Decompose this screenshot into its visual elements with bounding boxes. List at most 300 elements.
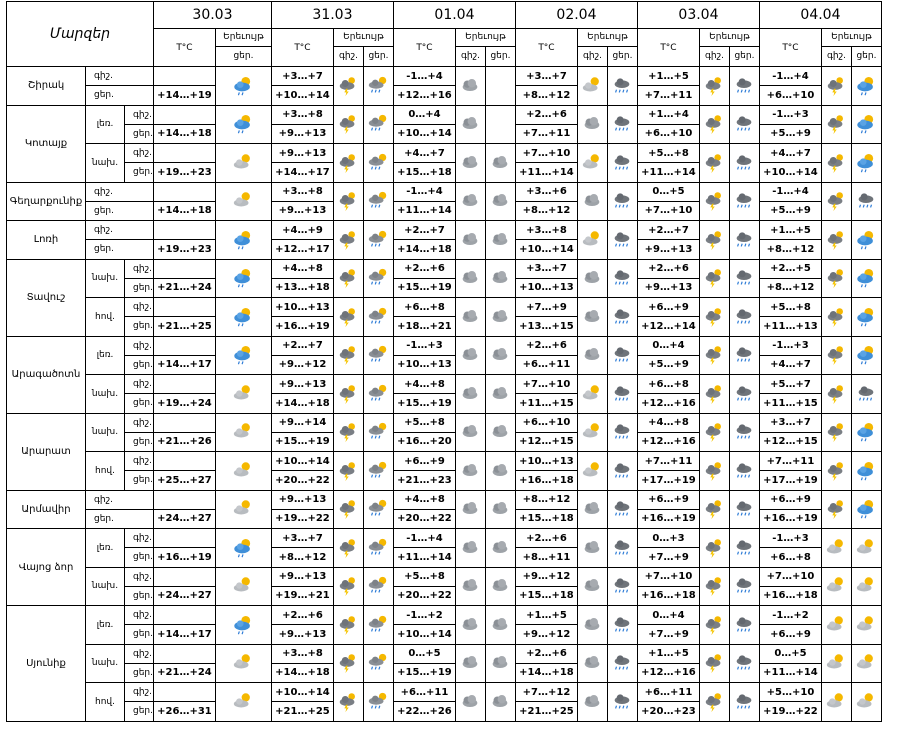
temperature-cell: +2…+6	[515, 336, 577, 355]
temperature-cell: +19…+21	[271, 586, 333, 605]
sun-cloud-icon	[577, 67, 607, 106]
sun-rain-icon	[851, 298, 881, 337]
time-label: ցեր.	[125, 625, 154, 644]
table-row	[7, 67, 882, 86]
temperature-cell: 0…+4	[393, 105, 455, 124]
storm-cloud-icon	[821, 413, 851, 452]
regions-header: Մարզեր	[7, 2, 154, 67]
rain-cloud-icon	[607, 182, 637, 221]
temperature-cell: +9…+13	[271, 625, 333, 644]
temp-col-header: T°C	[637, 29, 699, 67]
temperature-cell: +3…+8	[515, 221, 577, 240]
temperature-cell: +13…+18	[271, 278, 333, 297]
temperature-cell: +14…+18	[153, 201, 215, 220]
temperature-cell: +11…+14	[637, 163, 699, 182]
rain-cloud-icon	[729, 567, 759, 606]
rain-cloud-icon	[607, 490, 637, 529]
rain-cloud-icon	[607, 259, 637, 298]
night-label: գիշ.	[334, 47, 364, 66]
sun-rain-icon	[215, 221, 271, 260]
temperature-cell: +16…+20	[393, 432, 455, 451]
rain-cloud-icon	[607, 67, 637, 106]
temperature-cell: +6…+11	[515, 355, 577, 374]
time-label: ցեր.	[125, 471, 154, 490]
time-label: գիշ.	[125, 644, 154, 663]
temperature-cell: +14…+17	[271, 163, 333, 182]
temperature-cell: +7…+11	[515, 124, 577, 143]
temperature-cell: +19…+22	[759, 702, 821, 721]
temperature-cell: +3…+7	[271, 529, 333, 548]
rain-sun-icon	[363, 683, 393, 722]
subregion-label: նախ.	[86, 375, 125, 414]
temperature-cell: +5…+8	[637, 144, 699, 163]
cloud-icon	[455, 182, 485, 221]
storm-cloud-icon	[333, 567, 363, 606]
subregion-label: հով.	[86, 298, 125, 337]
temperature-cell: +11…+14	[759, 663, 821, 682]
temperature-cell: +15…+19	[393, 663, 455, 682]
temperature-cell: +3…+8	[271, 182, 333, 201]
cloud-icon	[485, 452, 515, 491]
table-row	[7, 644, 882, 663]
temperature-cell: +15…+18	[515, 509, 577, 528]
storm-cloud-icon	[333, 490, 363, 529]
temperature-cell: +16…+19	[153, 548, 215, 567]
temperature-cell: +10…+14	[271, 683, 333, 702]
cloud-icon	[485, 683, 515, 722]
rain-sun-icon	[363, 375, 393, 414]
rain-sun-icon	[363, 490, 393, 529]
storm-cloud-icon	[699, 375, 729, 414]
temperature-cell: +21…+24	[153, 278, 215, 297]
forecast-table-wrap	[6, 1, 882, 722]
temperature-cell: +2…+6	[637, 259, 699, 278]
sun-cloud-icon	[577, 375, 607, 414]
rain-sun-icon	[363, 298, 393, 337]
day-label: ցեր.	[734, 51, 755, 61]
temperature-cell	[153, 221, 215, 240]
temperature-cell: 0…+5	[637, 182, 699, 201]
temperature-cell: +16…+18	[515, 471, 577, 490]
cloud-icon	[455, 644, 485, 683]
temp-col-header: T°C	[393, 29, 455, 67]
rain-sun-icon	[363, 105, 393, 144]
table-row	[7, 105, 882, 124]
rain-sun-icon	[363, 567, 393, 606]
storm-cloud-icon	[699, 259, 729, 298]
storm-cloud-icon	[699, 144, 729, 183]
temperature-cell: +14…+18	[393, 240, 455, 259]
temperature-cell: 0…+5	[393, 644, 455, 663]
rain-cloud-icon	[729, 606, 759, 645]
temperature-cell: +9…+13	[637, 278, 699, 297]
storm-cloud-icon	[333, 644, 363, 683]
temperature-cell: +14…+18	[515, 663, 577, 682]
table-row	[7, 606, 882, 625]
temperature-cell: +10…+14	[759, 163, 821, 182]
temperature-cell	[153, 529, 215, 548]
time-label: գիշ.	[125, 375, 154, 394]
temperature-cell: +12…+15	[759, 432, 821, 451]
temperature-cell: +11…+14	[515, 163, 577, 182]
temperature-cell: 0…+5	[759, 644, 821, 663]
sun-cloud-icon	[851, 683, 881, 722]
date-header: 03.04	[637, 2, 759, 29]
time-label: գիշ.	[86, 221, 154, 240]
region-name: Արագածոտն	[7, 336, 86, 413]
temperature-cell: +2…+7	[271, 336, 333, 355]
temperature-cell: -1…+4	[393, 67, 455, 86]
temperature-cell: +12…+17	[271, 240, 333, 259]
phenomenon-label: Երեւույթ	[216, 29, 271, 47]
temperature-cell: +2…+6	[393, 259, 455, 278]
temperature-cell: +6…+9	[637, 490, 699, 509]
cloud-icon	[485, 182, 515, 221]
table-row	[7, 375, 882, 394]
temperature-cell	[153, 105, 215, 124]
table-row	[7, 529, 882, 548]
subregion-label: նախ.	[86, 259, 125, 298]
rain-cloud-icon	[729, 375, 759, 414]
rain-cloud-icon	[851, 182, 881, 221]
temperature-cell: +9…+13	[271, 201, 333, 220]
region-name: Լոռի	[7, 221, 86, 260]
temperature-cell: +3…+6	[515, 182, 577, 201]
temperature-cell: -1…+3	[759, 529, 821, 548]
time-label: ցեր.	[125, 355, 154, 374]
storm-cloud-icon	[333, 105, 363, 144]
phenomenon-label: Երեւույթ	[456, 29, 515, 47]
rain-cloud-icon	[729, 182, 759, 221]
storm-cloud-icon	[821, 144, 851, 183]
sun-rain-icon	[215, 606, 271, 645]
temperature-cell: +7…+10	[637, 567, 699, 586]
temperature-cell: +6…+9	[637, 298, 699, 317]
date-header: 02.04	[515, 2, 637, 29]
region-name: Կոտայք	[7, 105, 86, 182]
cloud-icon	[485, 490, 515, 529]
time-label: գիշ.	[125, 105, 154, 124]
temperature-cell: +7…+11	[637, 86, 699, 105]
table-row	[7, 452, 882, 471]
temperature-cell: +14…+18	[271, 663, 333, 682]
rain-cloud-icon	[729, 644, 759, 683]
subregion-label: լեռ.	[86, 105, 125, 144]
sun-rain-icon	[851, 221, 881, 260]
time-label: ցեր.	[86, 509, 154, 528]
temperature-cell: +5…+7	[759, 375, 821, 394]
phenomenon-col-header	[577, 29, 637, 67]
temperature-cell: +26…+31	[153, 702, 215, 721]
sun-cloud-icon	[577, 221, 607, 260]
storm-cloud-icon	[333, 298, 363, 337]
storm-cloud-icon	[821, 336, 851, 375]
storm-cloud-icon	[699, 490, 729, 529]
sun-cloud-icon	[851, 529, 881, 568]
temperature-cell: +9…+12	[515, 567, 577, 586]
phenomenon-col-header	[699, 29, 759, 67]
temperature-cell: +7…+10	[515, 144, 577, 163]
temperature-cell: -1…+2	[393, 606, 455, 625]
sun-rain-icon	[851, 144, 881, 183]
temperature-cell: +12…+14	[637, 317, 699, 336]
table-row	[7, 567, 882, 586]
storm-cloud-icon	[821, 105, 851, 144]
storm-cloud-icon	[699, 105, 729, 144]
time-label: ցեր.	[125, 278, 154, 297]
subregion-label: նախ.	[86, 144, 125, 183]
night-label: գիշ.	[700, 47, 730, 66]
temperature-cell	[153, 375, 215, 394]
region-name: Սյունիք	[7, 606, 86, 722]
sun-rain-icon	[851, 490, 881, 529]
cloud-rain-icon	[485, 105, 515, 144]
sun-cloud-icon	[577, 144, 607, 183]
forecast-table	[6, 1, 882, 722]
region-name: Տավուշ	[7, 259, 86, 336]
temperature-cell: +11…+15	[759, 394, 821, 413]
temperature-cell: +5…+10	[759, 683, 821, 702]
storm-cloud-icon	[699, 221, 729, 260]
table-row	[7, 298, 882, 317]
sun-cloud-icon	[821, 529, 851, 568]
temperature-cell: -1…+3	[759, 336, 821, 355]
cloud-icon	[455, 567, 485, 606]
temperature-cell: +3…+7	[759, 413, 821, 432]
temperature-cell	[153, 144, 215, 163]
temperature-cell: +10…+13	[515, 452, 577, 471]
sun-cloud-icon	[215, 567, 271, 606]
cloud-icon	[485, 567, 515, 606]
temperature-cell: +5…+8	[393, 413, 455, 432]
date-header: 01.04	[393, 2, 515, 29]
storm-cloud-icon	[821, 221, 851, 260]
temperature-cell: +6…+10	[759, 86, 821, 105]
temperature-cell: +17…+19	[637, 471, 699, 490]
cloud-icon	[455, 336, 485, 375]
rain-cloud-icon	[607, 567, 637, 606]
temp-col-header: T°C	[515, 29, 577, 67]
cloud-icon	[455, 606, 485, 645]
subregion-label: նախ.	[86, 413, 125, 452]
sun-cloud-icon	[821, 644, 851, 683]
temperature-cell: +19…+24	[153, 394, 215, 413]
temperature-cell: +5…+9	[637, 355, 699, 374]
cloud-icon	[455, 375, 485, 414]
sun-rain-icon	[851, 452, 881, 491]
temperature-cell: +4…+7	[759, 355, 821, 374]
date-header: 30.03	[153, 2, 271, 29]
rain-cloud-icon	[607, 644, 637, 683]
temperature-cell: -1…+3	[393, 336, 455, 355]
storm-cloud-icon	[333, 336, 363, 375]
sun-cloud-icon	[215, 452, 271, 491]
sun-cloud-icon	[577, 452, 607, 491]
temperature-cell: +6…+9	[393, 452, 455, 471]
temperature-cell: +5…+8	[759, 298, 821, 317]
time-label: ցեր.	[125, 394, 154, 413]
temperature-cell: +7…+12	[515, 683, 577, 702]
storm-cloud-icon	[821, 182, 851, 221]
phenomenon-col-header	[215, 29, 271, 67]
phenomenon-label: Երեւույթ	[822, 29, 881, 47]
day-label: ցեր.	[368, 51, 389, 61]
cloud-icon	[455, 105, 485, 144]
storm-cloud-icon	[333, 259, 363, 298]
phenomenon-col-header	[821, 29, 881, 67]
sun-cloud-icon	[215, 644, 271, 683]
storm-cloud-icon	[699, 606, 729, 645]
sun-rain-icon	[215, 259, 271, 298]
temperature-cell: +2…+7	[637, 221, 699, 240]
temperature-cell: +3…+7	[515, 259, 577, 278]
rain-sun-icon	[363, 644, 393, 683]
time-label: ցեր.	[125, 317, 154, 336]
rain-cloud-icon	[607, 105, 637, 144]
temperature-cell	[153, 259, 215, 278]
temperature-cell: +6…+10	[637, 124, 699, 143]
temperature-cell: +15…+19	[393, 394, 455, 413]
region-name: Արարատ	[7, 413, 86, 490]
temperature-cell: +12…+15	[515, 432, 577, 451]
storm-cloud-icon	[699, 452, 729, 491]
time-label: գիշ.	[125, 567, 154, 586]
cloud-icon	[577, 606, 607, 645]
temperature-cell: +1…+4	[637, 105, 699, 124]
temperature-cell: +4…+8	[393, 490, 455, 509]
region-name: Արմավիր	[7, 490, 86, 529]
rain-cloud-icon	[729, 105, 759, 144]
phenomenon-col-header	[455, 29, 515, 67]
storm-cloud-icon	[699, 336, 729, 375]
temperature-cell: +6…+10	[515, 413, 577, 432]
rain-cloud-icon	[729, 683, 759, 722]
temperature-cell: +9…+13	[271, 490, 333, 509]
temperature-cell: +11…+14	[393, 548, 455, 567]
storm-cloud-icon	[333, 221, 363, 260]
cloud-icon	[455, 259, 485, 298]
cloud-icon	[485, 606, 515, 645]
table-row	[7, 182, 882, 201]
temperature-cell: +19…+23	[153, 163, 215, 182]
temperature-cell: +9…+13	[271, 567, 333, 586]
rain-cloud-icon	[607, 375, 637, 414]
rain-cloud-icon	[607, 413, 637, 452]
day-label: ցեր.	[233, 51, 254, 61]
temperature-cell: +9…+13	[637, 240, 699, 259]
temperature-cell: +4…+9	[271, 221, 333, 240]
temperature-cell: +21…+23	[393, 471, 455, 490]
time-label: ցեր.	[125, 586, 154, 605]
subregion-label: լեռ.	[86, 606, 125, 645]
sun-cloud-icon	[821, 683, 851, 722]
cloud-rain-icon	[485, 67, 515, 106]
temperature-cell: +7…+10	[637, 201, 699, 220]
rain-sun-icon	[363, 413, 393, 452]
temperature-cell: +12…+16	[393, 86, 455, 105]
rain-sun-icon	[363, 182, 393, 221]
storm-cloud-icon	[699, 529, 729, 568]
temperature-cell: +3…+8	[271, 105, 333, 124]
temperature-cell: +3…+7	[271, 67, 333, 86]
cloud-icon	[455, 298, 485, 337]
temperature-cell: +2…+6	[515, 529, 577, 548]
temperature-cell: +6…+9	[759, 625, 821, 644]
temperature-cell: +6…+11	[393, 683, 455, 702]
temperature-cell: +12…+16	[637, 394, 699, 413]
region-name: Վայոց ձոր	[7, 529, 86, 606]
night-label: գիշ.	[456, 47, 486, 66]
region-name: Շիրակ	[7, 67, 86, 106]
rain-sun-icon	[363, 221, 393, 260]
storm-cloud-icon	[333, 182, 363, 221]
temperature-cell: +16…+18	[759, 586, 821, 605]
temperature-cell	[153, 182, 215, 201]
cloud-icon	[485, 144, 515, 183]
time-label: ցեր.	[125, 432, 154, 451]
storm-cloud-icon	[821, 375, 851, 414]
cloud-icon	[455, 529, 485, 568]
storm-cloud-icon	[821, 67, 851, 106]
storm-cloud-icon	[699, 413, 729, 452]
temperature-cell: +12…+16	[637, 432, 699, 451]
rain-cloud-icon	[607, 683, 637, 722]
cloud-icon	[577, 683, 607, 722]
temperature-cell: +21…+25	[515, 702, 577, 721]
cloud-icon	[485, 298, 515, 337]
temperature-cell: +17…+19	[759, 471, 821, 490]
storm-cloud-icon	[821, 259, 851, 298]
temperature-cell: +2…+6	[515, 105, 577, 124]
phenomenon-col-header	[333, 29, 393, 67]
temperature-cell: +16…+19	[759, 509, 821, 528]
time-label: գիշ.	[125, 413, 154, 432]
temperature-cell: +20…+22	[393, 586, 455, 605]
storm-cloud-icon	[821, 452, 851, 491]
day-label: ցեր.	[856, 51, 877, 61]
temperature-cell: +14…+17	[153, 625, 215, 644]
temperature-cell: +20…+23	[637, 702, 699, 721]
cloud-icon	[455, 490, 485, 529]
rain-sun-icon	[363, 67, 393, 106]
temperature-cell: +10…+13	[515, 278, 577, 297]
cloud-icon	[577, 298, 607, 337]
temperature-cell: +10…+14	[393, 124, 455, 143]
temperature-cell	[153, 413, 215, 432]
sun-cloud-icon	[215, 413, 271, 452]
temperature-cell: +21…+25	[153, 317, 215, 336]
temperature-cell: +21…+26	[153, 432, 215, 451]
temperature-cell: +10…+13	[271, 298, 333, 317]
temperature-cell: +15…+19	[271, 432, 333, 451]
cloud-icon	[577, 567, 607, 606]
subregion-label: հով.	[86, 452, 125, 491]
temperature-cell: +8…+12	[515, 86, 577, 105]
temperature-cell: +19…+23	[153, 240, 215, 259]
subregion-label: հով.	[86, 683, 125, 722]
storm-cloud-icon	[333, 529, 363, 568]
rain-cloud-icon	[851, 375, 881, 414]
rain-cloud-icon	[607, 529, 637, 568]
temperature-cell: +11…+14	[393, 201, 455, 220]
temperature-cell: +25…+27	[153, 471, 215, 490]
temperature-cell: 0…+3	[637, 529, 699, 548]
temperature-cell: +7…+10	[759, 567, 821, 586]
temperature-cell: +7…+9	[637, 625, 699, 644]
temperature-cell: +4…+8	[393, 375, 455, 394]
sun-rain-icon	[851, 105, 881, 144]
temperature-cell: +3…+8	[271, 644, 333, 663]
